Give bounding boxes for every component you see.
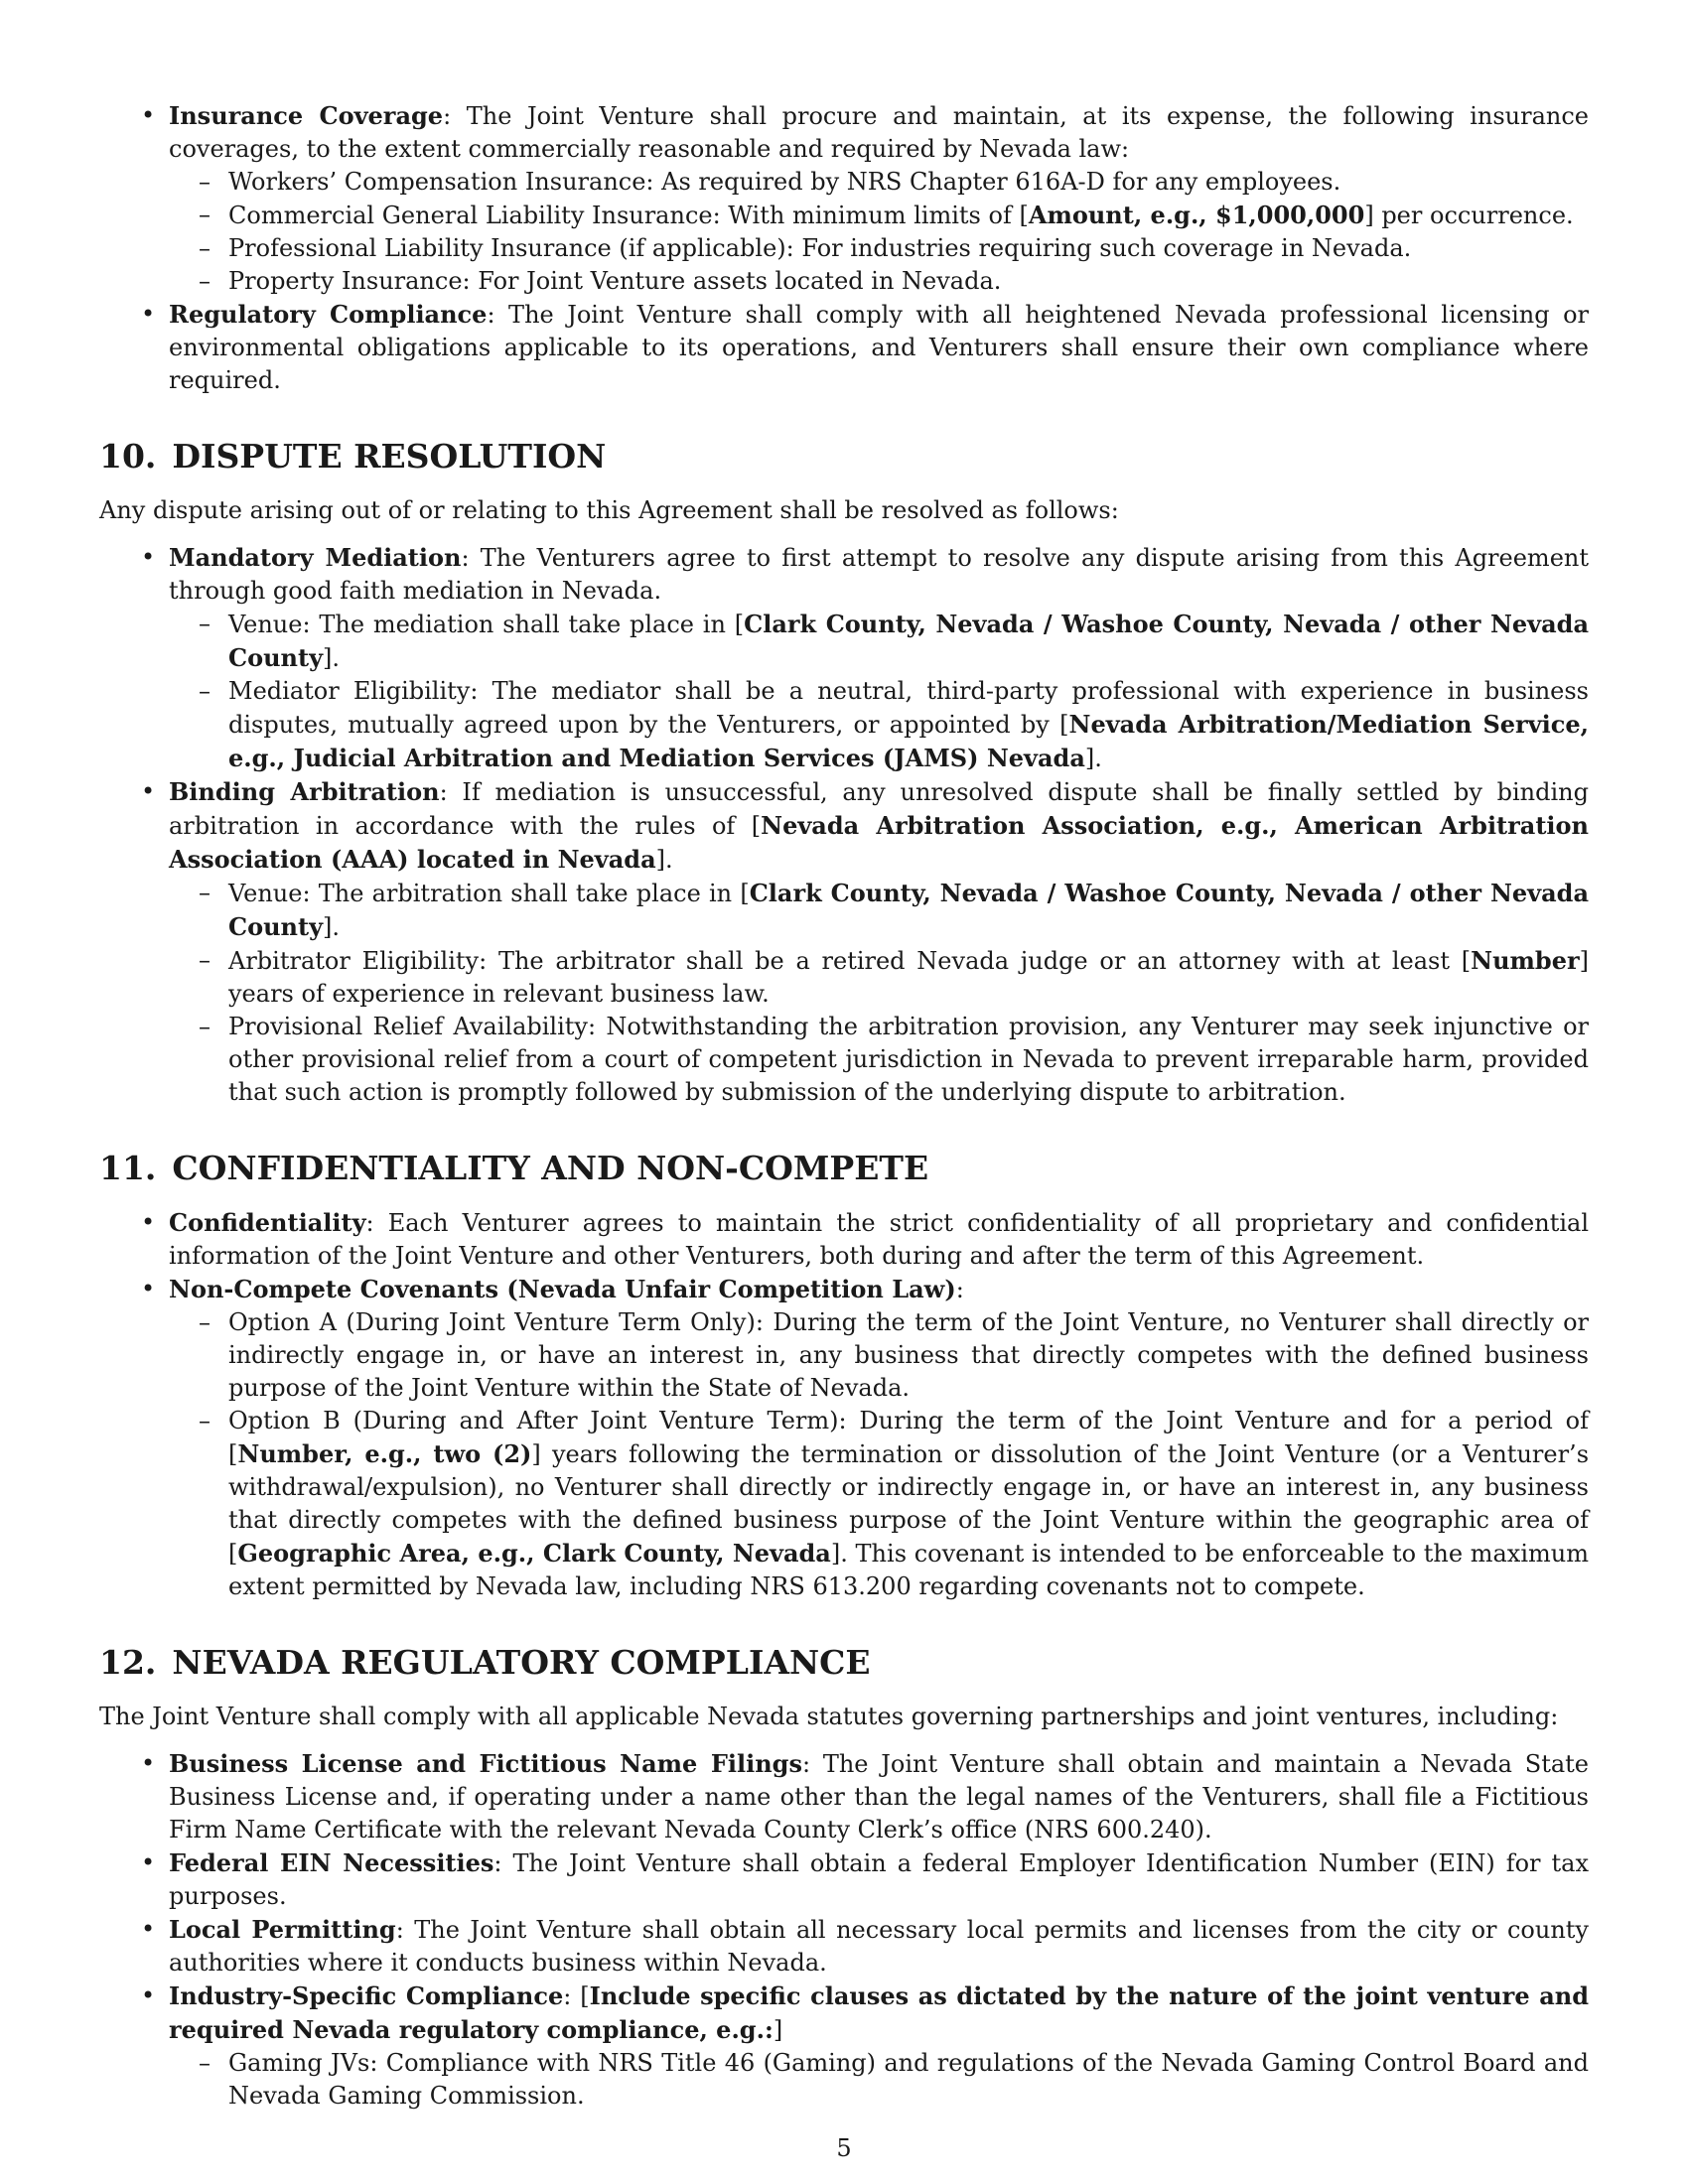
mediation-sublist — [169, 608, 1589, 775]
clause-text: ]. — [323, 644, 341, 672]
clause-text: Venue: The mediation shall take place in [ — [228, 611, 745, 638]
section-number: 10. — [99, 437, 157, 476]
section-number: 12. — [99, 1643, 157, 1682]
section-title: NEVADA REGULATORY COMPLIANCE — [172, 1643, 871, 1682]
section-heading-12 — [99, 1643, 1589, 1683]
clause-text: ]. — [323, 913, 341, 941]
sublist-item — [169, 675, 1589, 775]
sublist-item — [169, 1011, 1589, 1109]
clause-text: ]. — [1084, 745, 1102, 772]
list-item-mediation — [99, 541, 1589, 775]
list-item-permitting — [99, 1913, 1589, 1979]
placeholder-text: Geographic Area, e.g., Clark County, Nevada — [237, 1539, 831, 1568]
list-item-insurance — [99, 99, 1589, 298]
list-item-confidentiality — [99, 1206, 1589, 1273]
list-item-noncompete — [99, 1273, 1589, 1603]
clause-text: : The Joint Venture shall obtain and maintain a Nevada State Business License and, if operating under a name other than the legal names of the Venturers, shall file a Fictitious Firm Name Certificate with the relevant Nevada County Clerk’s office (NRS 600.240). — [169, 1750, 1589, 1843]
clause-text: ]. This covenant is intended to be enforceable to the maximum extent permitted by Nevada law, including NRS 613.200 regarding covenants not to compete. — [228, 1540, 1589, 1600]
dispute-list — [99, 541, 1589, 1109]
compliance-list — [99, 1747, 1589, 2113]
clause-text: : — [955, 1276, 964, 1303]
clause-text: ] years of experience in relevant business law. — [228, 947, 1589, 1008]
clause-text: ] — [773, 2016, 783, 2044]
clause-text: Commercial General Liability Insurance: With minimum limits of [ — [228, 202, 1029, 229]
clause-text: ] years following the termination or dissolution of the Joint Venture (or a Venturer’s withdrawal/expulsion), no Venturer shall directly or indirectly engage in, or have an interest in, any business that directly competes with the defined business purpose of the Joint Venture within the geographic area of [ — [228, 1440, 1590, 1568]
clause-text: Option A (During Joint Venture Term Only): During the term of the Joint Venture, no Venturer shall directly or indirectly engage in, or have an interest in, any business that directly competes with the defined business purpose of the Joint Venture within the State of Nevada. — [228, 1308, 1589, 1402]
clause-text: ]. — [655, 846, 673, 874]
list-item-regulatory — [99, 298, 1589, 397]
sublist-item — [169, 265, 1589, 298]
page-number: 5 — [836, 2134, 852, 2162]
clause-text: : The Joint Venture shall obtain a federal Employer Identification Number (EIN) for tax purposes. — [169, 1849, 1589, 1910]
confidentiality-list — [99, 1206, 1589, 1603]
term-label: Non-Compete Covenants (Nevada Unfair Competition Law) — [169, 1275, 956, 1303]
sublist-item — [169, 877, 1589, 944]
list-item-industry — [99, 1979, 1589, 2113]
placeholder-text: Clark County, Nevada / Washoe County, Nevada / other Nevada County — [228, 879, 1589, 941]
clause-text: Option B (During and After Joint Venture Term): During the term of the Joint Venture and for a period of [ — [228, 1407, 1589, 1468]
sublist-item — [169, 1306, 1589, 1405]
term-label: Mandatory Mediation — [169, 543, 462, 572]
term-label: Confidentiality — [169, 1208, 366, 1237]
sublist-item — [169, 1405, 1589, 1603]
noncompete-sublist — [169, 1306, 1589, 1603]
clause-text: : [ — [563, 1982, 590, 2010]
clause-text: Arbitrator Eligibility: The arbitrator shall be a retired Nevada judge or an attorney with at least [ — [228, 947, 1472, 975]
term-label: Federal EIN Necessities — [169, 1848, 494, 1877]
clause-text: Workers’ Compensation Insurance: As required by NRS Chapter 616A-D for any employees. — [228, 168, 1341, 196]
sublist-item — [169, 2047, 1589, 2113]
clause-text: Mediator Eligibility: The mediator shall be a neutral, third-party professional with experience in business disputes, mutually agreed upon by the Venturers, or appointed by [ — [228, 677, 1589, 739]
placeholder-text: Include specific clauses as dictated by the nature of the joint venture and required Nevada regulatory compliance, e.g.: — [169, 1981, 1589, 2044]
document-page — [99, 99, 1589, 2113]
clause-text: : The Joint Venture shall procure and maintain, at its expense, the following insurance coverages, to the extent commercially reasonable and required by Nevada law: — [169, 102, 1589, 163]
placeholder-text: Number, e.g., two (2) — [237, 1439, 532, 1468]
placeholder-text: Nevada Arbitration/Mediation Service, e.g., Judicial Arbitration and Mediation Services (JAMS) Nevada — [228, 710, 1589, 772]
term-label: Industry-Specific Compliance — [169, 1981, 564, 2010]
clause-text: Gaming JVs: Compliance with NRS Title 46 (Gaming) and regulations of the Nevada Gaming Control Board and Nevada Gaming Commission. — [228, 2049, 1589, 2110]
clause-text: Venue: The arbitration shall take place in [ — [228, 880, 750, 907]
section-heading-11 — [99, 1149, 1589, 1188]
clause-text: : If mediation is unsuccessful, any unresolved dispute shall be finally settled by binding arbitration in accordance with the rules of [ — [169, 778, 1589, 840]
section-title: DISPUTE RESOLUTION — [172, 437, 607, 476]
section-intro: The Joint Venture shall comply with all applicable Nevada statutes governing partnerships and joint ventures, including: — [99, 1703, 1559, 1730]
clause-text: Provisional Relief Availability: Notwithstanding the arbitration provision, any Venturer may seek injunctive or other provisional relief from a court of competent jurisdiction in Nevada to prevent irreparable harm, provided that such action is promptly followed by submission of the underlying dispute to arbitration. — [228, 1013, 1589, 1106]
term-label: Regulatory Compliance — [169, 300, 488, 329]
clause-text: ] per occurrence. — [1364, 202, 1574, 229]
insurance-sublist — [169, 166, 1589, 298]
placeholder-text: Clark County, Nevada / Washoe County, Nevada / other Nevada County — [228, 610, 1590, 672]
sublist-item — [169, 166, 1589, 199]
industry-sublist — [169, 2047, 1589, 2113]
section-title: CONFIDENTIALITY AND NON-COMPETE — [172, 1149, 929, 1187]
term-label: Business License and Fictitious Name Filings — [169, 1749, 802, 1778]
clause-text: : The Joint Venture shall obtain all necessary local permits and licenses from the city or county authorities where it conducts business within Nevada. — [169, 1916, 1589, 1977]
sublist-item — [169, 199, 1589, 232]
section-number: 11. — [99, 1149, 157, 1187]
sublist-item — [169, 608, 1589, 675]
term-label: Local Permitting — [169, 1915, 396, 1944]
placeholder-text: Amount, e.g., $1,000,000 — [1028, 201, 1365, 229]
sublist-item — [169, 232, 1589, 265]
placeholder-text: Number — [1471, 946, 1580, 975]
arbitration-sublist — [169, 877, 1589, 1109]
term-label: Insurance Coverage — [169, 101, 444, 130]
section-heading-10 — [99, 437, 1589, 477]
list-item-license — [99, 1747, 1589, 1846]
list-item-ein — [99, 1846, 1589, 1913]
clause-text: : The Joint Venture shall comply with all heightened Nevada professional licensing or environmental obligations applicable to its operations, and Venturers shall ensure their own compliance where required. — [169, 301, 1589, 394]
term-label: Binding Arbitration — [169, 777, 440, 806]
section-intro: Any dispute arising out of or relating to this Agreement shall be resolved as follows: — [99, 496, 1119, 524]
clause-text: Property Insurance: For Joint Venture assets located in Nevada. — [228, 267, 1002, 295]
sublist-item — [169, 944, 1589, 1011]
list-item-arbitration — [99, 775, 1589, 1109]
clause-text: : The Venturers agree to first attempt to resolve any dispute arising from this Agreement through good faith mediation in Nevada. — [169, 544, 1589, 605]
clause-text: Professional Liability Insurance (if applicable): For industries requiring such coverage in Nevada. — [228, 234, 1412, 262]
placeholder-text: Nevada Arbitration Association, e.g., American Arbitration Association (AAA) located in Nevada — [169, 811, 1590, 874]
clause-text: : Each Venturer agrees to maintain the strict confidentiality of all proprietary and confidential information of the Joint Venture and other Venturers, both during and after the term of this Agreement. — [169, 1209, 1589, 1270]
insurance-regulatory-list — [99, 99, 1589, 397]
